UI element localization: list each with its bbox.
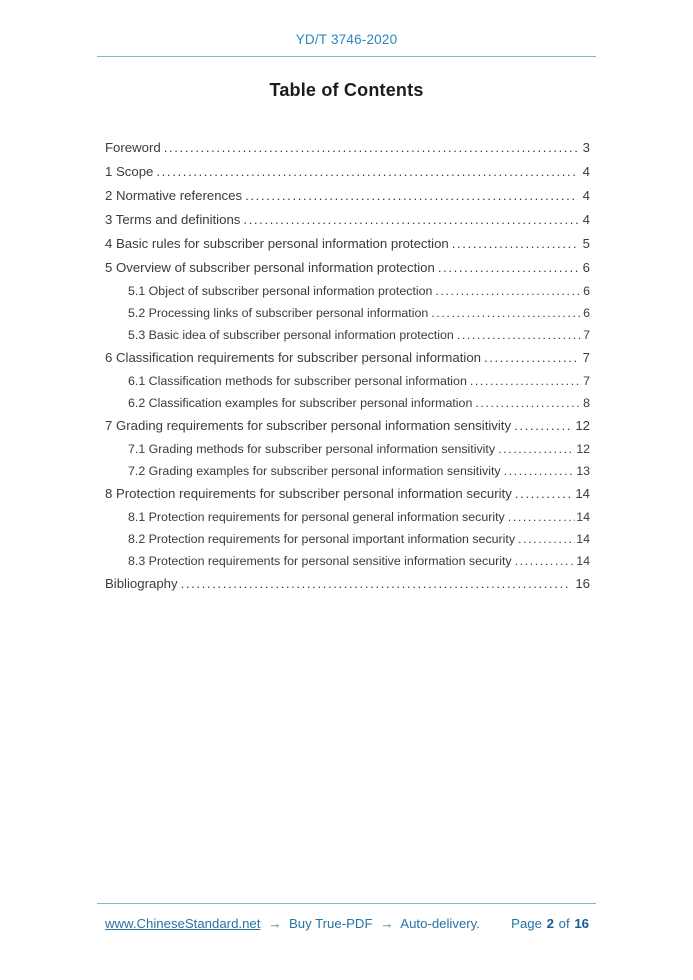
dot-leader xyxy=(435,284,582,298)
toc-entry xyxy=(105,418,590,433)
page-title: Table of Contents xyxy=(269,80,424,100)
toc-entry-page: 4 xyxy=(582,212,590,227)
arrow-right-icon: → xyxy=(380,916,394,931)
toc-entry-label: 3 Terms and definitions xyxy=(105,212,241,227)
dot-leader xyxy=(431,306,582,320)
toc-entry xyxy=(128,374,590,388)
auto-delivery-label: Auto-delivery. xyxy=(400,916,480,931)
toc-entry-page: 6 xyxy=(583,306,590,320)
toc-entry xyxy=(128,306,590,320)
toc-entry-page: 5 xyxy=(582,236,590,251)
toc-entry-label: 6 Classification requirements for subscriber personal information xyxy=(105,350,482,365)
dot-leader xyxy=(245,188,578,203)
standard-code: YD/T 3746-2020 xyxy=(295,32,398,47)
dot-leader xyxy=(515,554,576,568)
toc-entry xyxy=(105,486,590,501)
toc-entry-page: 6 xyxy=(582,260,590,275)
dot-leader xyxy=(515,486,571,501)
toc-entry-page: 14 xyxy=(576,510,590,524)
dot-leader xyxy=(452,236,578,251)
toc-entry-label: Bibliography xyxy=(105,576,178,591)
toc-entry-page: 6 xyxy=(583,284,590,298)
toc-entry xyxy=(128,464,590,478)
toc-entry xyxy=(105,188,590,203)
page-footer xyxy=(97,903,596,931)
dot-leader xyxy=(156,164,577,179)
dot-leader xyxy=(164,140,578,155)
toc-entry xyxy=(128,510,590,524)
header-divider xyxy=(97,56,596,57)
toc-entry-label: 5 Overview of subscriber personal information protection xyxy=(105,260,435,275)
dot-leader xyxy=(243,212,577,227)
toc-entry-page: 7 xyxy=(583,374,590,388)
toc-entry-label: 5.3 Basic idea of subscriber personal information protection xyxy=(128,328,454,342)
toc-entry-page: 14 xyxy=(576,532,590,546)
toc-entry-page: 13 xyxy=(576,464,590,478)
dot-leader xyxy=(484,350,578,365)
toc-entry-label: 7 Grading requirements for subscriber personal information sensitivity xyxy=(105,418,512,433)
dot-leader xyxy=(514,418,570,433)
toc-entry xyxy=(128,284,590,298)
toc-entry-label: 5.2 Processing links of subscriber personal information xyxy=(128,306,429,320)
buy-true-pdf-label: Buy True-PDF xyxy=(288,916,373,931)
toc-entry xyxy=(105,236,590,251)
toc-entry xyxy=(105,212,590,227)
toc-entry-page: 8 xyxy=(583,396,590,410)
dot-leader xyxy=(438,260,578,275)
toc-entry xyxy=(105,350,590,365)
toc-entry-label: Foreword xyxy=(105,140,161,155)
of-label: of xyxy=(558,916,570,931)
current-page-number: 2 xyxy=(546,916,554,931)
toc-entry-label: 1 Scope xyxy=(105,164,154,179)
dot-leader xyxy=(457,328,582,342)
toc-entry-label: 8.3 Protection requirements for personal sensitive information security xyxy=(128,554,512,568)
toc-entry-page: 7 xyxy=(582,350,590,365)
toc-entry-label: 8 Protection requirements for subscriber personal information security xyxy=(105,486,512,501)
toc-entry-page: 3 xyxy=(582,140,590,155)
dot-leader xyxy=(475,396,582,410)
dot-leader xyxy=(518,532,575,546)
website-link[interactable]: www.ChineseStandard.net xyxy=(105,916,261,931)
toc-entry xyxy=(105,164,590,179)
dot-leader xyxy=(470,374,582,388)
toc-entry xyxy=(105,140,590,155)
total-pages-number: 16 xyxy=(574,916,589,931)
toc-entry xyxy=(128,442,590,456)
page-label: Page xyxy=(511,916,542,931)
toc-entry xyxy=(128,328,590,342)
toc-entry-page: 4 xyxy=(582,188,590,203)
toc-entry-page: 12 xyxy=(575,418,590,433)
toc-entry xyxy=(128,532,590,546)
toc-entry-page: 4 xyxy=(582,164,590,179)
dot-leader xyxy=(508,510,575,524)
toc-entry-label: 5.1 Object of subscriber personal information protection xyxy=(128,284,433,298)
toc-entry xyxy=(128,396,590,410)
dot-leader xyxy=(181,576,571,591)
dot-leader xyxy=(504,464,576,478)
toc-entry-label: 4 Basic rules for subscriber personal information protection xyxy=(105,236,449,251)
toc-entry-label: 6.2 Classification examples for subscriber personal information xyxy=(128,396,473,410)
toc-entry-label: 7.2 Grading examples for subscriber personal information sensitivity xyxy=(128,464,501,478)
toc-entry-label: 8.2 Protection requirements for personal important information security xyxy=(128,532,516,546)
dot-leader xyxy=(498,442,575,456)
toc-entry-label: 8.1 Protection requirements for personal general information security xyxy=(128,510,505,524)
toc-entry-page: 7 xyxy=(583,328,590,342)
toc-entry xyxy=(105,576,590,591)
footer-promo xyxy=(105,916,480,931)
toc-entry xyxy=(128,554,590,568)
arrow-right-icon: → xyxy=(268,916,282,931)
page-indicator xyxy=(511,916,590,931)
table-of-contents xyxy=(105,140,590,591)
page-header xyxy=(0,0,693,57)
toc-entry-page: 16 xyxy=(575,576,590,591)
toc-entry-page: 12 xyxy=(576,442,590,456)
toc-entry-label: 2 Normative references xyxy=(105,188,243,203)
toc-entry-label: 7.1 Grading methods for subscriber personal information sensitivity xyxy=(128,442,496,456)
toc-entry-page: 14 xyxy=(575,486,590,501)
toc-entry-label: 6.1 Classification methods for subscriber personal information xyxy=(128,374,467,388)
toc-entry xyxy=(105,260,590,275)
toc-entry-page: 14 xyxy=(576,554,590,568)
